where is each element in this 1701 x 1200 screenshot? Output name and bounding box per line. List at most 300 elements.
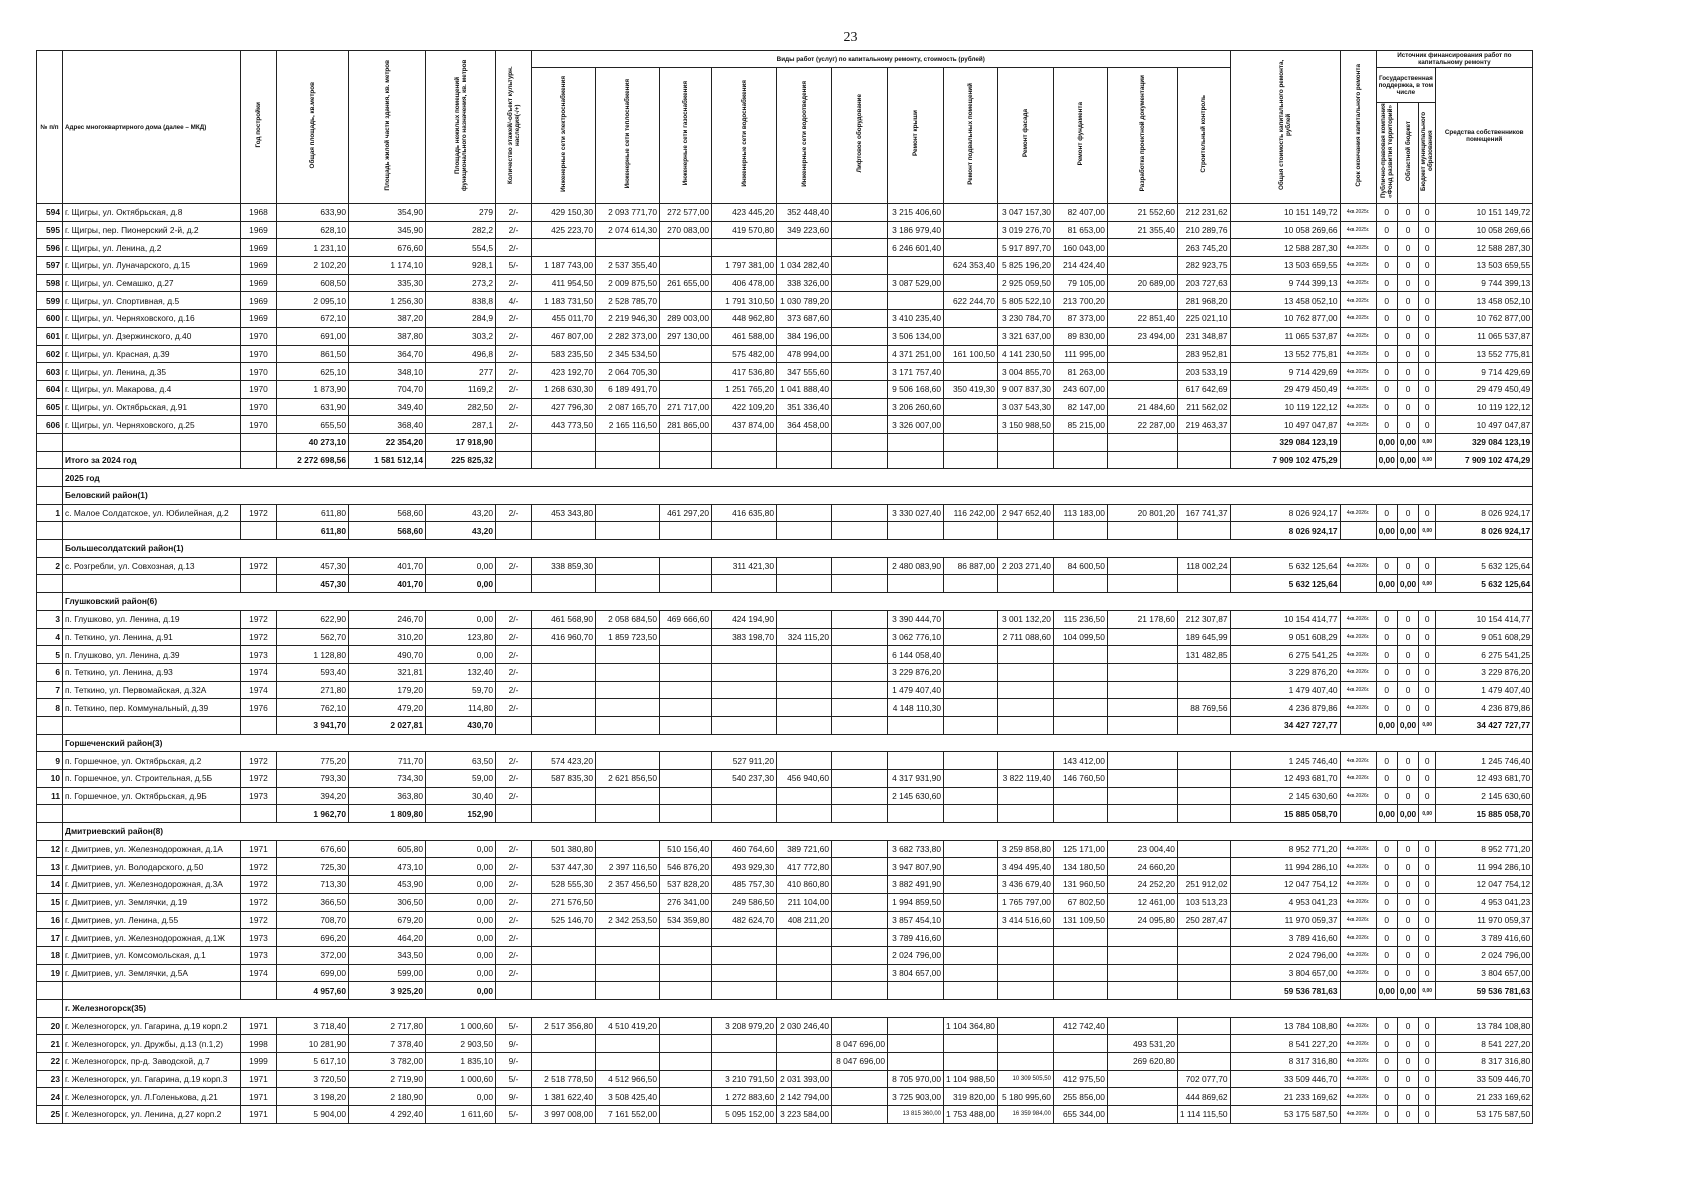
fund-cell: 0 bbox=[1376, 946, 1397, 964]
group-header-row bbox=[37, 469, 1533, 487]
col-work-elevator: Лифтовое оборудование bbox=[832, 68, 888, 204]
work-cost-cell: 203 727,63 bbox=[1177, 274, 1230, 292]
work-cost-cell: 460 764,60 bbox=[712, 840, 777, 858]
subtotal-fund: 0,00 bbox=[1376, 433, 1397, 451]
work-cost-cell: 2 357 456,50 bbox=[596, 876, 660, 894]
empty-cell bbox=[496, 522, 532, 540]
work-cost-cell bbox=[1177, 1017, 1230, 1035]
work-cost-cell bbox=[997, 663, 1053, 681]
empty-cell bbox=[944, 522, 998, 540]
living-area-cell: 3 782,00 bbox=[349, 1053, 426, 1071]
work-cost-cell bbox=[832, 770, 888, 788]
municipal-cell: 0 bbox=[1419, 646, 1436, 664]
work-cost-cell: 84 600,50 bbox=[1053, 557, 1107, 575]
deadline-cell: 4кв.2025г. bbox=[1340, 239, 1376, 257]
work-cost-cell: 461 297,20 bbox=[660, 504, 712, 522]
work-cost-cell bbox=[712, 929, 777, 947]
deadline-cell: 4кв.2026г. bbox=[1340, 858, 1376, 876]
regional-cell: 0 bbox=[1397, 274, 1418, 292]
nonres-area-cell: 0,00 bbox=[426, 946, 496, 964]
floors-cell: 2/- bbox=[496, 310, 532, 328]
empty-cell bbox=[37, 433, 63, 451]
work-cost-cell: 1 114 115,50 bbox=[1177, 1106, 1230, 1124]
work-cost-cell bbox=[1177, 663, 1230, 681]
floors-cell: 2/- bbox=[496, 363, 532, 381]
work-cost-cell: 422 109,20 bbox=[712, 398, 777, 416]
address-cell: г. Дмитриев, ул. Комсомольская, д.1 bbox=[63, 946, 241, 964]
total-cost-cell: 5 632 125,64 bbox=[1230, 557, 1340, 575]
work-cost-cell bbox=[660, 646, 712, 664]
work-cost-cell: 212 231,62 bbox=[1177, 204, 1230, 222]
work-cost-cell bbox=[596, 787, 660, 805]
nonres-area-cell: 1 000,60 bbox=[426, 1017, 496, 1035]
table-row bbox=[37, 858, 1533, 876]
empty-cell bbox=[997, 522, 1053, 540]
nonres-area-cell: 0,00 bbox=[426, 893, 496, 911]
work-cost-cell: 3 494 495,40 bbox=[997, 858, 1053, 876]
work-cost-cell: 9 007 837,30 bbox=[997, 380, 1053, 398]
work-cost-cell bbox=[777, 699, 832, 717]
regional-cell: 0 bbox=[1397, 1053, 1418, 1071]
work-cost-cell: 311 421,30 bbox=[712, 557, 777, 575]
table-row bbox=[37, 946, 1533, 964]
total-cost-cell: 29 479 450,49 bbox=[1230, 380, 1340, 398]
living-area-cell: 310,20 bbox=[349, 628, 426, 646]
work-cost-cell bbox=[660, 292, 712, 310]
work-cost-cell: 9 506 168,60 bbox=[888, 380, 944, 398]
empty-cell bbox=[1340, 575, 1376, 593]
empty-cell bbox=[1177, 522, 1230, 540]
subtotal-regional: 0,00 bbox=[1397, 716, 1418, 734]
work-cost-cell: 1 381 622,40 bbox=[532, 1088, 596, 1106]
row-number: 20 bbox=[37, 1017, 63, 1035]
deadline-cell: 4кв.2026г. bbox=[1340, 911, 1376, 929]
work-cost-cell: 7 161 552,00 bbox=[596, 1106, 660, 1124]
living-area-cell: 349,40 bbox=[349, 398, 426, 416]
subtotal-regional: 0,00 bbox=[1397, 805, 1418, 823]
owners-funds-cell: 9 744 399,13 bbox=[1436, 274, 1533, 292]
empty-cell bbox=[1053, 575, 1107, 593]
table-row bbox=[37, 876, 1533, 894]
row-number: 16 bbox=[37, 911, 63, 929]
work-cost-cell bbox=[777, 610, 832, 628]
empty-cell bbox=[832, 451, 888, 469]
work-cost-cell: 2 009 875,50 bbox=[596, 274, 660, 292]
row-number: 594 bbox=[37, 204, 63, 222]
address-cell: г. Железногорск, пр-д. Заводской, д.7 bbox=[63, 1053, 241, 1071]
work-cost-cell: 231 348,87 bbox=[1177, 327, 1230, 345]
subtotal-nonres-area: 152,90 bbox=[426, 805, 496, 823]
owners-funds-cell: 3 804 657,00 bbox=[1436, 964, 1533, 982]
work-cost-cell bbox=[1107, 699, 1177, 717]
fund-cell: 0 bbox=[1376, 646, 1397, 664]
table-row bbox=[37, 327, 1533, 345]
floors-cell: 2/- bbox=[496, 787, 532, 805]
fund-cell: 0 bbox=[1376, 1106, 1397, 1124]
work-cost-cell: 423 192,70 bbox=[532, 363, 596, 381]
empty-cell bbox=[1107, 716, 1177, 734]
empty-cell bbox=[944, 982, 998, 1000]
deadline-cell: 4кв.2026г. bbox=[1340, 893, 1376, 911]
work-cost-cell: 263 745,20 bbox=[1177, 239, 1230, 257]
work-cost-cell bbox=[532, 946, 596, 964]
empty-cell bbox=[712, 716, 777, 734]
total-cost-cell: 10 497 047,87 bbox=[1230, 416, 1340, 434]
year-cell: 1972 bbox=[241, 911, 277, 929]
owners-funds-cell: 1 479 407,40 bbox=[1436, 681, 1533, 699]
fund-cell: 0 bbox=[1376, 416, 1397, 434]
fund-cell: 0 bbox=[1376, 1070, 1397, 1088]
total-area-cell: 775,20 bbox=[277, 752, 349, 770]
work-cost-cell bbox=[888, 1035, 944, 1053]
municipal-cell: 0 bbox=[1419, 1070, 1436, 1088]
municipal-cell: 0 bbox=[1419, 292, 1436, 310]
work-cost-cell: 587 835,30 bbox=[532, 770, 596, 788]
fund-cell: 0 bbox=[1376, 363, 1397, 381]
work-cost-cell bbox=[660, 1070, 712, 1088]
address-cell: г. Щигры, ул. Октябрьская, д.8 bbox=[63, 204, 241, 222]
subtotal-owners-funds: 8 026 924,17 bbox=[1436, 522, 1533, 540]
col-deadline: Срок окончания капитального ремонта bbox=[1340, 51, 1376, 204]
row-number: 606 bbox=[37, 416, 63, 434]
total-cost-cell: 3 804 657,00 bbox=[1230, 964, 1340, 982]
nonres-area-cell: 282,50 bbox=[426, 398, 496, 416]
work-cost-cell: 3 330 027,40 bbox=[888, 504, 944, 522]
regional-cell: 0 bbox=[1397, 416, 1418, 434]
work-cost-cell: 5 805 522,10 bbox=[997, 292, 1053, 310]
fund-cell: 0 bbox=[1376, 557, 1397, 575]
work-cost-cell: 3 682 733,80 bbox=[888, 840, 944, 858]
work-cost-cell bbox=[596, 681, 660, 699]
empty-cell bbox=[712, 433, 777, 451]
deadline-cell: 4кв.2025г. bbox=[1340, 327, 1376, 345]
year-cell: 1972 bbox=[241, 557, 277, 575]
work-cost-cell: 20 801,20 bbox=[1107, 504, 1177, 522]
work-cost-cell bbox=[1107, 257, 1177, 275]
address-cell: с. Малое Солдатское, ул. Юбилейная, д.2 bbox=[63, 504, 241, 522]
work-cost-cell: 425 223,70 bbox=[532, 221, 596, 239]
table-row bbox=[37, 893, 1533, 911]
empty-cell bbox=[944, 805, 998, 823]
regional-cell: 0 bbox=[1397, 893, 1418, 911]
work-cost-cell bbox=[660, 628, 712, 646]
work-cost-cell: 467 807,00 bbox=[532, 327, 596, 345]
work-cost-cell bbox=[1053, 946, 1107, 964]
year-cell: 1972 bbox=[241, 628, 277, 646]
work-cost-cell: 3 206 260,60 bbox=[888, 398, 944, 416]
work-cost-cell bbox=[832, 840, 888, 858]
table-row bbox=[37, 345, 1533, 363]
work-cost-cell: 3 506 134,00 bbox=[888, 327, 944, 345]
work-cost-cell bbox=[596, 840, 660, 858]
work-cost-cell: 347 555,60 bbox=[777, 363, 832, 381]
col-fund: Публично-правовая компания «Фонд развития территорий» bbox=[1376, 103, 1397, 204]
work-cost-cell bbox=[832, 893, 888, 911]
work-cost-cell bbox=[832, 964, 888, 982]
municipal-cell: 0 bbox=[1419, 699, 1436, 717]
work-cost-cell: 338 859,30 bbox=[532, 557, 596, 575]
year-cell: 1971 bbox=[241, 840, 277, 858]
subtotal-row bbox=[37, 522, 1533, 540]
owners-funds-cell: 12 493 681,70 bbox=[1436, 770, 1533, 788]
address-cell: г. Дмитриев, ул. Землячки, д.5А bbox=[63, 964, 241, 982]
fund-cell: 0 bbox=[1376, 911, 1397, 929]
nonres-area-cell: 63,50 bbox=[426, 752, 496, 770]
total-cost-cell: 12 493 681,70 bbox=[1230, 770, 1340, 788]
work-cost-cell: 412 742,40 bbox=[1053, 1017, 1107, 1035]
work-cost-cell bbox=[832, 1106, 888, 1124]
address-cell: п. Горшечное, ул. Октябрьская, д.9Б bbox=[63, 787, 241, 805]
empty-cell bbox=[1340, 522, 1376, 540]
total-area-cell: 622,90 bbox=[277, 610, 349, 628]
subtotal-fund: 0,00 bbox=[1376, 716, 1397, 734]
work-cost-cell: 85 215,00 bbox=[1053, 416, 1107, 434]
work-cost-cell: 160 043,00 bbox=[1053, 239, 1107, 257]
work-cost-cell: 283 952,81 bbox=[1177, 345, 1230, 363]
work-cost-cell bbox=[997, 646, 1053, 664]
fund-cell: 0 bbox=[1376, 876, 1397, 894]
work-cost-cell: 3 326 007,00 bbox=[888, 416, 944, 434]
empty-cell bbox=[777, 982, 832, 1000]
work-cost-cell: 3 210 791,50 bbox=[712, 1070, 777, 1088]
row-number: 25 bbox=[37, 1106, 63, 1124]
living-area-cell: 354,90 bbox=[349, 204, 426, 222]
fund-cell: 0 bbox=[1376, 274, 1397, 292]
municipal-cell: 0 bbox=[1419, 1106, 1436, 1124]
work-cost-cell: 281 865,00 bbox=[660, 416, 712, 434]
work-cost-cell: 86 887,00 bbox=[944, 557, 998, 575]
regional-cell: 0 bbox=[1397, 1088, 1418, 1106]
work-cost-cell bbox=[1177, 964, 1230, 982]
living-area-cell: 676,60 bbox=[349, 239, 426, 257]
work-cost-cell: 2 093 771,70 bbox=[596, 204, 660, 222]
municipal-cell: 0 bbox=[1419, 345, 1436, 363]
row-number: 19 bbox=[37, 964, 63, 982]
group-label: г. Железногорск(35) bbox=[63, 999, 1533, 1017]
subtotal-label bbox=[63, 433, 241, 451]
work-cost-cell: 406 478,00 bbox=[712, 274, 777, 292]
subtotal-row bbox=[37, 433, 1533, 451]
work-cost-cell bbox=[944, 699, 998, 717]
year-cell: 1973 bbox=[241, 787, 277, 805]
work-cost-cell bbox=[997, 787, 1053, 805]
table-row bbox=[37, 380, 1533, 398]
empty-cell bbox=[241, 522, 277, 540]
regional-cell: 0 bbox=[1397, 257, 1418, 275]
empty-cell bbox=[1107, 451, 1177, 469]
regional-cell: 0 bbox=[1397, 752, 1418, 770]
deadline-cell: 4кв.2026г. bbox=[1340, 1106, 1376, 1124]
work-cost-cell bbox=[1107, 929, 1177, 947]
empty-cell bbox=[596, 982, 660, 1000]
work-cost-cell: 482 624,70 bbox=[712, 911, 777, 929]
deadline-cell: 4кв.2026г. bbox=[1340, 770, 1376, 788]
work-cost-cell bbox=[1107, 681, 1177, 699]
address-cell: г. Щигры, ул. Луначарского, д.15 bbox=[63, 257, 241, 275]
nonres-area-cell: 0,00 bbox=[426, 876, 496, 894]
total-area-cell: 611,80 bbox=[277, 504, 349, 522]
regional-cell: 0 bbox=[1397, 646, 1418, 664]
work-cost-cell: 251 912,02 bbox=[1177, 876, 1230, 894]
work-cost-cell: 429 150,30 bbox=[532, 204, 596, 222]
municipal-cell: 0 bbox=[1419, 893, 1436, 911]
row-number: 10 bbox=[37, 770, 63, 788]
year-cell: 1970 bbox=[241, 363, 277, 381]
work-cost-cell: 3 414 516,60 bbox=[997, 911, 1053, 929]
table-row bbox=[37, 310, 1533, 328]
col-work-sewer: Инженерные сети водоотведения bbox=[777, 68, 832, 204]
deadline-cell: 4кв.2026г. bbox=[1340, 681, 1376, 699]
empty-cell bbox=[241, 451, 277, 469]
work-cost-cell bbox=[997, 946, 1053, 964]
work-cost-cell bbox=[944, 363, 998, 381]
row-number: 15 bbox=[37, 893, 63, 911]
work-cost-cell bbox=[596, 893, 660, 911]
deadline-cell: 4кв.2026г. bbox=[1340, 1070, 1376, 1088]
work-cost-cell: 281 968,20 bbox=[1177, 292, 1230, 310]
table-row bbox=[37, 1106, 1533, 1124]
floors-cell: 2/- bbox=[496, 858, 532, 876]
work-cost-cell: 21 484,60 bbox=[1107, 398, 1177, 416]
work-cost-cell bbox=[1107, 770, 1177, 788]
empty-cell bbox=[532, 716, 596, 734]
deadline-cell: 4кв.2026г. bbox=[1340, 840, 1376, 858]
work-cost-cell: 534 359,80 bbox=[660, 911, 712, 929]
floors-cell: 2/- bbox=[496, 504, 532, 522]
regional-cell: 0 bbox=[1397, 610, 1418, 628]
work-cost-cell bbox=[532, 964, 596, 982]
work-cost-cell: 444 869,62 bbox=[1177, 1088, 1230, 1106]
deadline-cell: 4кв.2025г. bbox=[1340, 257, 1376, 275]
empty-cell bbox=[997, 433, 1053, 451]
regional-cell: 0 bbox=[1397, 292, 1418, 310]
work-cost-cell bbox=[1053, 646, 1107, 664]
subtotal-total-cost: 59 536 781,63 bbox=[1230, 982, 1340, 1000]
total-cost-cell: 2 145 630,60 bbox=[1230, 787, 1340, 805]
work-cost-cell bbox=[832, 628, 888, 646]
work-cost-cell: 525 146,70 bbox=[532, 911, 596, 929]
total-cost-cell: 10 058 269,66 bbox=[1230, 221, 1340, 239]
fund-cell: 0 bbox=[1376, 699, 1397, 717]
work-cost-cell: 3 001 132,20 bbox=[997, 610, 1053, 628]
subtotal-nonres-area: 225 825,32 bbox=[426, 451, 496, 469]
work-cost-cell: 3 390 444,70 bbox=[888, 610, 944, 628]
work-cost-cell bbox=[1177, 787, 1230, 805]
work-cost-cell: 2 145 630,60 bbox=[888, 787, 944, 805]
total-area-cell: 2 102,20 bbox=[277, 257, 349, 275]
empty-cell bbox=[1107, 575, 1177, 593]
work-cost-cell: 143 412,00 bbox=[1053, 752, 1107, 770]
deadline-cell: 4кв.2025г. bbox=[1340, 310, 1376, 328]
work-cost-cell: 8 705 970,00 bbox=[888, 1070, 944, 1088]
work-cost-cell bbox=[944, 239, 998, 257]
work-cost-cell: 118 002,24 bbox=[1177, 557, 1230, 575]
empty-cell bbox=[777, 433, 832, 451]
regional-cell: 0 bbox=[1397, 681, 1418, 699]
empty-cell bbox=[712, 522, 777, 540]
work-cost-cell bbox=[832, 699, 888, 717]
regional-cell: 0 bbox=[1397, 221, 1418, 239]
empty-cell bbox=[37, 451, 63, 469]
empty-cell bbox=[241, 805, 277, 823]
row-number: 597 bbox=[37, 257, 63, 275]
fund-cell: 0 bbox=[1376, 221, 1397, 239]
regional-cell: 0 bbox=[1397, 770, 1418, 788]
fund-cell: 0 bbox=[1376, 770, 1397, 788]
nonres-area-cell: 2 903,50 bbox=[426, 1035, 496, 1053]
empty-cell bbox=[712, 805, 777, 823]
total-cost-cell: 13 784 108,80 bbox=[1230, 1017, 1340, 1035]
total-cost-cell: 2 024 796,00 bbox=[1230, 946, 1340, 964]
municipal-cell: 0 bbox=[1419, 964, 1436, 982]
table-row bbox=[37, 681, 1533, 699]
table-row bbox=[37, 292, 1533, 310]
address-cell: г. Дмитриев, ул. Железнодорожная, д.1Ж bbox=[63, 929, 241, 947]
table-row bbox=[37, 274, 1533, 292]
work-cost-cell: 2 165 116,50 bbox=[596, 416, 660, 434]
work-cost-cell bbox=[1107, 628, 1177, 646]
subtotal-total-area: 1 962,70 bbox=[277, 805, 349, 823]
floors-cell: 2/- bbox=[496, 380, 532, 398]
owners-funds-cell: 10 762 877,00 bbox=[1436, 310, 1533, 328]
subtotal-row bbox=[37, 982, 1533, 1000]
work-cost-cell bbox=[712, 663, 777, 681]
work-cost-cell bbox=[712, 787, 777, 805]
work-cost-cell bbox=[596, 929, 660, 947]
work-cost-cell: 384 196,00 bbox=[777, 327, 832, 345]
floors-cell: 2/- bbox=[496, 274, 532, 292]
work-cost-cell: 437 874,00 bbox=[712, 416, 777, 434]
table-row bbox=[37, 610, 1533, 628]
total-area-cell: 2 095,10 bbox=[277, 292, 349, 310]
floors-cell: 2/- bbox=[496, 663, 532, 681]
floors-cell: 2/- bbox=[496, 681, 532, 699]
work-cost-cell: 22 287,00 bbox=[1107, 416, 1177, 434]
work-cost-cell bbox=[660, 946, 712, 964]
work-cost-cell: 6 189 491,70 bbox=[596, 380, 660, 398]
living-area-cell: 1 174,10 bbox=[349, 257, 426, 275]
total-cost-cell: 13 552 775,81 bbox=[1230, 345, 1340, 363]
work-cost-cell bbox=[997, 1035, 1053, 1053]
address-cell: г. Щигры, ул. Спортивная, д.5 bbox=[63, 292, 241, 310]
work-cost-cell bbox=[660, 345, 712, 363]
total-area-cell: 861,50 bbox=[277, 345, 349, 363]
total-area-cell: 633,90 bbox=[277, 204, 349, 222]
address-cell: г. Щигры, ул. Семашко, д.27 bbox=[63, 274, 241, 292]
work-cost-cell bbox=[944, 327, 998, 345]
subtotal-nonres-area: 0,00 bbox=[426, 575, 496, 593]
fund-cell: 0 bbox=[1376, 1035, 1397, 1053]
work-cost-cell bbox=[944, 398, 998, 416]
total-area-cell: 5 617,10 bbox=[277, 1053, 349, 1071]
work-cost-cell bbox=[888, 752, 944, 770]
empty-cell bbox=[660, 433, 712, 451]
work-cost-cell bbox=[660, 557, 712, 575]
work-cost-cell: 116 242,00 bbox=[944, 504, 998, 522]
fund-cell: 0 bbox=[1376, 1053, 1397, 1071]
total-area-cell: 394,20 bbox=[277, 787, 349, 805]
col-work-electric: Инженерные сети электроснабжения bbox=[532, 68, 596, 204]
work-cost-cell bbox=[712, 946, 777, 964]
address-cell: г. Щигры, ул. Красная, д.39 bbox=[63, 345, 241, 363]
subtotal-total-area: 457,30 bbox=[277, 575, 349, 593]
work-cost-cell: 443 773,50 bbox=[532, 416, 596, 434]
work-cost-cell: 2 024 796,00 bbox=[888, 946, 944, 964]
municipal-cell: 0 bbox=[1419, 929, 1436, 947]
row-number: 18 bbox=[37, 946, 63, 964]
work-cost-cell bbox=[660, 239, 712, 257]
living-area-cell: 7 378,40 bbox=[349, 1035, 426, 1053]
